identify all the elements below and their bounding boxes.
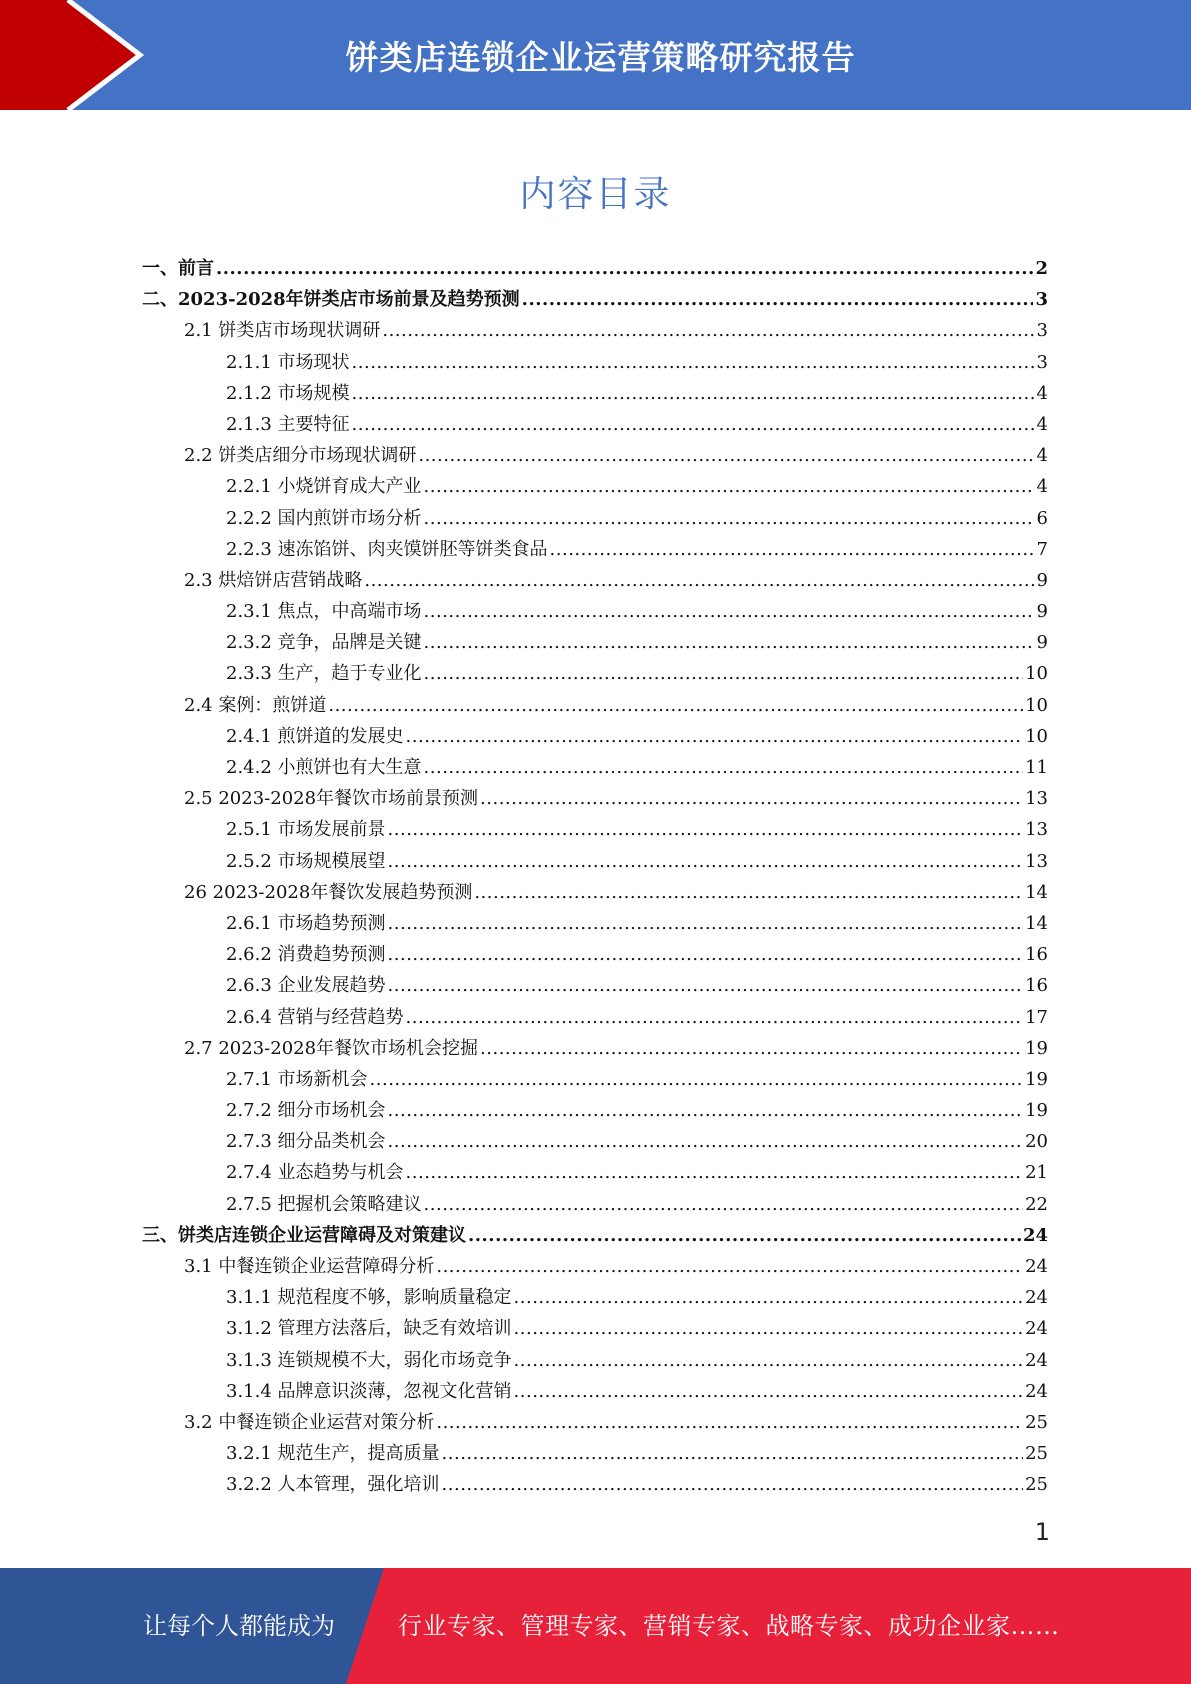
toc-entry-page: 3 <box>1036 320 1048 342</box>
toc-leader-dots <box>388 970 1024 1001</box>
toc-entry-title: 2.7.5 把握机会策略建议 <box>226 1193 422 1215</box>
toc-entry-page: 2 <box>1035 258 1048 279</box>
toc-entry[interactable] <box>142 1220 1048 1251</box>
toc-leader-dots <box>436 1407 1023 1438</box>
toc-entry-page: 25 <box>1025 1474 1048 1496</box>
toc-entry-title: 2.1.1 市场现状 <box>226 351 350 373</box>
toc-entry-page: 24 <box>1025 1256 1048 1277</box>
toc-leader-dots <box>474 877 1023 908</box>
toc-entry-title: 2.3.3 生产，趋于专业化 <box>226 663 422 685</box>
toc-leader-dots <box>442 1438 1024 1469</box>
toc-entry[interactable] <box>142 503 1048 534</box>
toc-entry-page: 4 <box>1036 413 1048 435</box>
toc-entry-title: 2.7.1 市场新机会 <box>226 1068 368 1090</box>
toc-entry-page: 24 <box>1025 1349 1048 1371</box>
toc-entry-page: 3 <box>1036 351 1048 373</box>
toc-entry-title: 3.1.3 连锁规模不大，弱化市场竞争 <box>226 1349 512 1371</box>
toc-entry-title: 2.4 案例：煎饼道 <box>184 694 327 716</box>
toc-entry-title: 2.3 烘焙饼店营销战略 <box>184 569 363 591</box>
toc-entry[interactable] <box>142 1157 1048 1188</box>
toc-entry-title: 2.4.1 煎饼道的发展史 <box>226 725 404 747</box>
toc-leader-dots <box>468 1220 1021 1251</box>
footer-slogan-right: 行业专家、管理专家、营销专家、战略专家、成功企业家…… <box>398 1612 1060 1640</box>
toc-entry-page: 13 <box>1025 850 1048 872</box>
toc-leader-dots <box>406 1157 1024 1188</box>
toc-leader-dots <box>550 534 1035 565</box>
footer-banner <box>0 1568 1191 1684</box>
toc-entry[interactable] <box>142 1345 1048 1376</box>
toc-entry-page: 14 <box>1025 881 1048 903</box>
toc-leader-dots <box>522 284 1034 315</box>
toc-entry-title: 3.2.2 人本管理，强化培训 <box>226 1474 440 1496</box>
toc-leader-dots <box>388 908 1024 939</box>
toc-entry[interactable] <box>142 471 1048 502</box>
toc-entry-page: 24 <box>1025 1318 1048 1340</box>
toc-leader-dots <box>424 627 1035 658</box>
toc-leader-dots <box>424 596 1035 627</box>
toc-leader-dots <box>514 1345 1024 1376</box>
toc-entry-title: 2.2.2 国内煎饼市场分析 <box>226 507 422 529</box>
toc-entry-page: 9 <box>1036 601 1048 623</box>
toc-entry[interactable] <box>142 877 1048 908</box>
toc-leader-dots <box>514 1282 1024 1313</box>
toc-entry[interactable] <box>142 1033 1048 1064</box>
toc-entry[interactable] <box>142 627 1048 658</box>
toc-title: 内容目录 <box>519 174 672 215</box>
toc-entry-title: 2.6.4 营销与经营趋势 <box>226 1006 404 1028</box>
toc-entry-title: 2.5 2023-2028年餐饮市场前景预测 <box>184 788 479 810</box>
toc-entry-title: 3.1.4 品牌意识淡薄，忽视文化营销 <box>226 1380 512 1402</box>
toc-leader-dots <box>388 1126 1024 1157</box>
toc-entry[interactable] <box>142 970 1048 1001</box>
toc-entry-title: 2.2 饼类店细分市场现状调研 <box>184 445 417 467</box>
toc-entry-page: 19 <box>1025 1100 1048 1122</box>
toc-entry-page: 4 <box>1036 445 1048 467</box>
toc-entry-page: 19 <box>1025 1068 1048 1090</box>
toc-entry-title: 2.7.2 细分市场机会 <box>226 1100 386 1122</box>
toc-entry-title: 2.1.3 主要特征 <box>226 413 350 435</box>
toc-entry[interactable] <box>142 658 1048 689</box>
toc-entry-page: 4 <box>1036 382 1048 404</box>
toc-leader-dots <box>442 1469 1024 1500</box>
toc-entry-page: 13 <box>1025 819 1048 841</box>
toc-entry[interactable] <box>142 1407 1048 1438</box>
toc-leader-dots <box>424 503 1035 534</box>
toc-entry-page: 16 <box>1025 944 1048 966</box>
toc-entry[interactable] <box>142 1282 1048 1313</box>
toc-leader-dots <box>382 315 1034 346</box>
toc-entry[interactable] <box>142 814 1048 845</box>
footer-slogan-left: 让每个人都能成为 <box>143 1612 335 1640</box>
header-bar <box>0 0 1191 110</box>
toc-entry[interactable] <box>142 908 1048 939</box>
toc-entry-title: 2.5.1 市场发展前景 <box>226 819 386 841</box>
toc-entry[interactable] <box>142 721 1048 752</box>
toc-entry[interactable] <box>142 284 1048 315</box>
toc-leader-dots <box>480 1033 1023 1064</box>
toc-leader-dots <box>424 1189 1024 1220</box>
toc-leader-dots <box>406 1002 1024 1033</box>
toc-leader-dots <box>436 1251 1023 1282</box>
toc-leader-dots <box>480 783 1023 814</box>
toc-entry[interactable] <box>142 1469 1048 1500</box>
toc-leader-dots <box>418 440 1034 471</box>
toc-entry[interactable] <box>142 1126 1048 1157</box>
toc-entry-page: 21 <box>1025 1162 1048 1184</box>
toc-leader-dots <box>370 1064 1024 1095</box>
toc-entry-title: 3.1.1 规范程度不够，影响质量稳定 <box>226 1287 512 1309</box>
toc-entry-page: 17 <box>1025 1006 1048 1028</box>
page-number: 1 <box>1034 1518 1050 1546</box>
toc-entry-page: 9 <box>1036 632 1048 654</box>
toc-leader-dots <box>328 690 1023 721</box>
toc-entry[interactable] <box>142 315 1048 346</box>
toc-entry-page: 14 <box>1025 912 1048 934</box>
toc-entry-title: 2.3.2 竞争，品牌是关键 <box>226 632 422 654</box>
toc-entry-title: 二、2023-2028年饼类店市场前景及趋势预测 <box>142 289 520 311</box>
toc-entry-page: 25 <box>1025 1443 1048 1465</box>
toc-entry[interactable] <box>142 1438 1048 1469</box>
toc-entry-title: 2.1.2 市场规模 <box>226 382 350 404</box>
toc-entry-page: 7 <box>1036 538 1048 560</box>
toc-leader-dots <box>388 814 1024 845</box>
toc-leader-dots <box>352 378 1035 409</box>
toc-entry[interactable] <box>142 440 1048 471</box>
toc-entry[interactable] <box>142 347 1048 378</box>
toc-entry[interactable] <box>142 1064 1048 1095</box>
toc-entry[interactable] <box>142 534 1048 565</box>
toc-entry-page: 11 <box>1025 757 1048 778</box>
toc-entry-page: 19 <box>1025 1037 1048 1059</box>
toc-entry-page: 9 <box>1036 569 1048 591</box>
toc-entry[interactable] <box>142 1002 1048 1033</box>
toc-entry-title: 2.6.3 企业发展趋势 <box>226 975 386 997</box>
toc-entry-title: 2.4.2 小煎饼也有大生意 <box>226 757 422 778</box>
toc-entry-page: 20 <box>1025 1131 1048 1153</box>
toc-entry[interactable] <box>142 752 1048 783</box>
toc-entry-title: 3.2.1 规范生产，提高质量 <box>226 1443 440 1465</box>
toc-entry-page: 13 <box>1025 788 1048 810</box>
toc-entry-page: 10 <box>1025 694 1048 716</box>
toc-leader-dots <box>352 347 1035 378</box>
toc-entry-title: 2.7.4 业态趋势与机会 <box>226 1162 404 1184</box>
toc-entry-page: 24 <box>1025 1380 1048 1402</box>
toc-entry[interactable] <box>142 1095 1048 1126</box>
toc-leader-dots <box>424 752 1024 783</box>
toc-entry-page: 10 <box>1025 725 1048 747</box>
toc-entry-title: 2.1 饼类店市场现状调研 <box>184 320 381 342</box>
toc-entry-title: 2.7.3 细分品类机会 <box>226 1131 386 1153</box>
toc-leader-dots <box>364 565 1034 596</box>
toc-entry-page: 3 <box>1035 289 1048 311</box>
toc-leader-dots <box>406 721 1024 752</box>
toc-entry-title: 3.1 中餐连锁企业运营障碍分析 <box>184 1256 435 1277</box>
toc-entry-title: 2.2.3 速冻馅饼、肉夹馍饼胚等饼类食品 <box>226 538 548 560</box>
toc-leader-dots <box>352 409 1035 440</box>
toc-entry-title: 26 2023-2028年餐饮发展趋势预测 <box>184 881 473 903</box>
toc-entry[interactable] <box>142 690 1048 721</box>
toc-leader-dots <box>216 253 1033 284</box>
toc-entry-page: 16 <box>1025 975 1048 997</box>
toc-entry-page: 24 <box>1025 1287 1048 1309</box>
toc-entry-title: 2.3.1 焦点，中高端市场 <box>226 601 422 623</box>
toc-entry-title: 2.6.1 市场趋势预测 <box>226 912 386 934</box>
toc-entry-page: 4 <box>1036 476 1048 498</box>
toc-leader-dots <box>388 1095 1024 1126</box>
toc-leader-dots <box>388 846 1024 877</box>
toc-entry-title: 一、前言 <box>142 258 214 279</box>
toc-entry[interactable] <box>142 1251 1048 1282</box>
toc-entry[interactable] <box>142 1376 1048 1407</box>
toc-leader-dots <box>424 658 1024 689</box>
toc-entry[interactable] <box>142 253 1048 284</box>
toc-entry-title: 2.2.1 小烧饼育成大产业 <box>226 476 422 498</box>
toc-leader-dots <box>514 1313 1024 1344</box>
toc-entry[interactable] <box>142 783 1048 814</box>
toc-entry[interactable] <box>142 565 1048 596</box>
toc-entry[interactable] <box>142 846 1048 877</box>
toc-entry-page: 24 <box>1022 1224 1048 1246</box>
toc-entry-title: 2.7 2023-2028年餐饮市场机会挖掘 <box>184 1037 479 1059</box>
toc-entry-title: 2.5.2 市场规模展望 <box>226 850 386 872</box>
toc-entry-title: 三、饼类店连锁企业运营障碍及对策建议 <box>142 1224 466 1246</box>
toc-leader-dots <box>514 1376 1024 1407</box>
toc-entry-title: 2.6.2 消费趋势预测 <box>226 944 386 966</box>
toc-entry[interactable] <box>142 1313 1048 1344</box>
toc-entry-page: 22 <box>1025 1193 1048 1215</box>
toc-entry-page: 6 <box>1036 507 1048 529</box>
toc-entry-title: 3.1.2 管理方法落后，缺乏有效培训 <box>226 1318 512 1340</box>
toc-entry-page: 10 <box>1025 663 1048 685</box>
header-title: 饼类店连锁企业运营策略研究报告 <box>345 37 856 77</box>
toc-entry-title: 3.2 中餐连锁企业运营对策分析 <box>184 1411 435 1433</box>
toc-entry[interactable] <box>142 939 1048 970</box>
toc-entry[interactable] <box>142 409 1048 440</box>
toc-entry-page: 25 <box>1025 1411 1048 1433</box>
toc-entry[interactable] <box>142 1189 1048 1220</box>
toc-entry[interactable] <box>142 596 1048 627</box>
table-of-contents <box>142 253 1048 1501</box>
toc-leader-dots <box>388 939 1024 970</box>
toc-leader-dots <box>424 471 1035 502</box>
toc-entry[interactable] <box>142 378 1048 409</box>
